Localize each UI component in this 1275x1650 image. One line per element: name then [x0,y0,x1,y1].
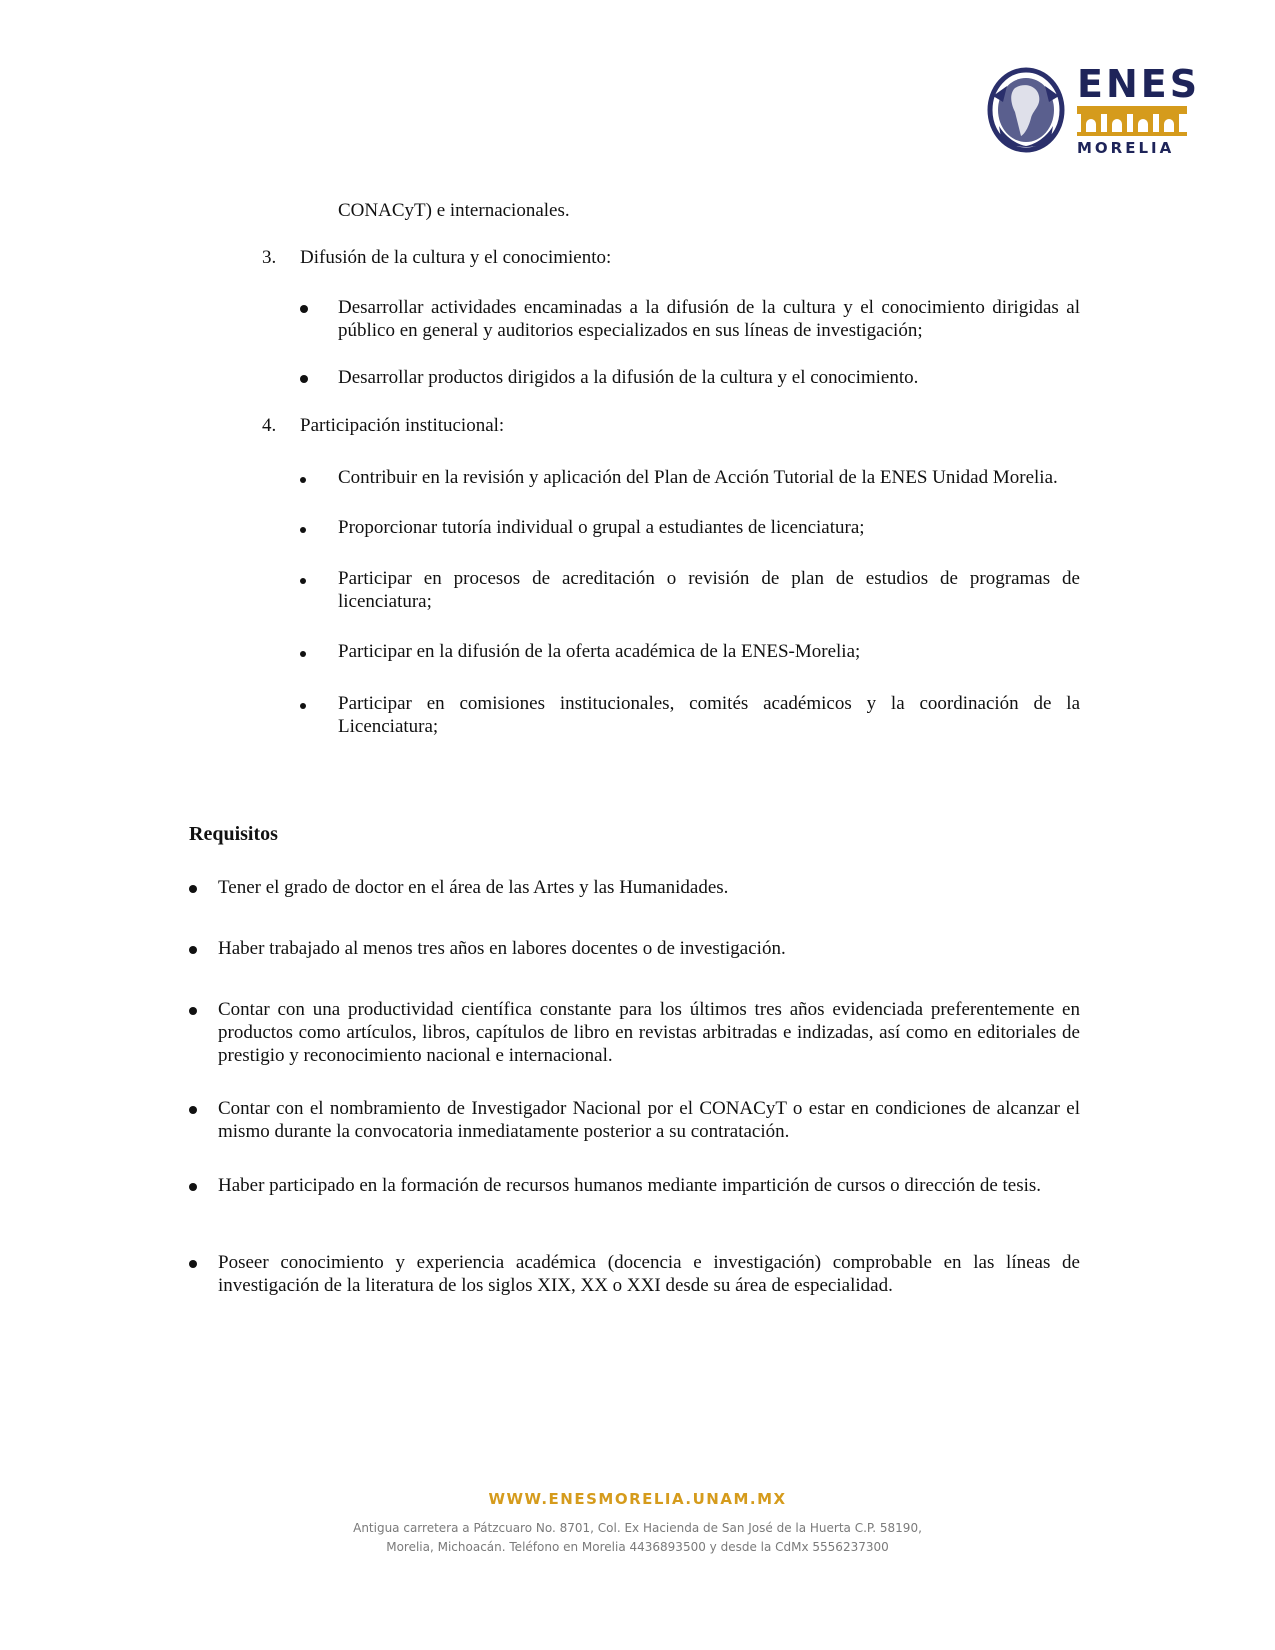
logo-morelia-text: MORELIA [1077,139,1175,157]
bullet-icon [300,516,320,539]
continuation-text: CONACyT) e internacionales. [338,200,570,221]
footer-address-line-1: Antigua carretera a Pátzcuaro No. 8701, Col. Ex Hacienda de San José de la Huerta C.P. 58190, [353,1521,922,1535]
footer-website: WWW.ENESMORELIA.UNAM.MX [488,1490,787,1508]
requirement-text: Haber trabajado al menos tres años en labores docentes o de investigación. [218,938,786,959]
list-item-text: Participar en comisiones institucionales, comités académicos y la coordinación de la Licenciatura; [338,693,1080,737]
list-item-text: Participar en la difusión de la oferta académica de la ENES-Morelia; [338,641,861,662]
bullet-icon [189,1251,197,1274]
bullet-icon [189,876,197,899]
bullet-icon [300,466,320,489]
section-number: 3. [262,247,277,268]
bullet-icon [300,567,320,590]
list-item-text: Participar en procesos de acreditación o revisión de plan de estudios de programas de licenciatura; [338,568,1080,612]
unam-seal-icon [985,66,1067,160]
requirement-text: Contar con el nombramiento de Investigador Nacional por el CONACyT o estar en condiciones de alcanzar el mismo durante la convocatoria inmediatamente posterior a su contratación. [218,1098,1080,1142]
bullet-icon [300,296,320,319]
logo-enes-text: ENES [1077,62,1201,106]
section-number: 4. [262,415,277,436]
requirement-text: Haber participado en la formación de recursos humanos mediante impartición de cursos o dirección de tesis. [218,1175,1042,1196]
header-logos [985,62,1207,162]
list-item-text: Contribuir en la revisión y aplicación del Plan de Acción Tutorial de la ENES Unidad Morelia. [338,467,1058,488]
bullet-icon [189,1097,197,1120]
bullet-icon [300,366,320,389]
section-title: Difusión de la cultura y el conocimiento: [300,247,612,268]
requirement-text: Poseer conocimiento y experiencia académica (docencia e investigación) comprobable en las líneas de investigación de la literatura de los siglos XIX, XX o XXI desde su área de especialidad. [218,1252,1080,1296]
requirements-heading: Requisitos [189,823,278,845]
bullet-icon [189,937,197,960]
bullet-icon [189,1174,197,1197]
section-title: Participación institucional: [300,415,505,436]
list-item-text: Desarrollar actividades encaminadas a la difusión de la cultura y el conocimiento dirigidas al público en general y auditorios especializados en sus líneas de investigación; [338,297,1080,341]
list-item-text: Proporcionar tutoría individual o grupal a estudiantes de licenciatura; [338,517,865,538]
bullet-icon [300,640,320,663]
bullet-icon [189,998,197,1021]
bullet-icon [300,692,320,715]
requirement-text: Contar con una productividad científica constante para los últimos tres años evidenciada preferentemente en productos como artículos, libros, capítulos de libro en revistas arbitradas e indizadas, así como en editoriales de prestigio y reconocimiento nacional e internacional. [218,999,1080,1066]
footer-address-line-2: Morelia, Michoacán. Teléfono en Morelia 4436893500 y desde la CdMx 5556237300 [386,1540,889,1554]
requirement-text: Tener el grado de doctor en el área de las Artes y las Humanidades. [218,877,729,898]
list-item-text: Desarrollar productos dirigidos a la difusión de la cultura y el conocimiento. [338,367,919,388]
arches-logo-icon [1077,106,1187,136]
